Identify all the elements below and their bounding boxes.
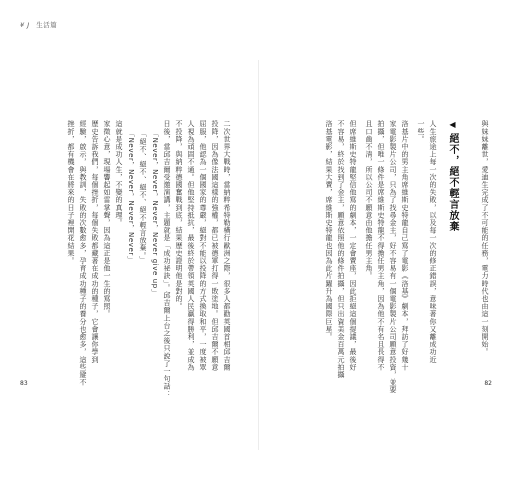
text-column: 歷史告訴我們，每個挫折，每個失敗都藏著在成功的種子，它會讓你學到: [91, 120, 99, 364]
text-column: 「Never，Never，Never，Never」: [127, 130, 135, 264]
text-column: 「絕不、絕不、絕不、絕不輕言放棄。」: [139, 130, 147, 264]
heading-marker-icon: ◀: [448, 120, 457, 130]
text-column: 但席維斯史特龍堅信他寫的劇本，一定會賣座，因此拒絕這個提議，最後好: [349, 120, 357, 371]
text-column: 家電影製片公司，只為了找尋金主，好不容易有一個電影製片公司願意投資，並要: [389, 120, 397, 394]
text-column: 人生旅途上每一次的失敗，以及每一次的修正錯誤，意味著你又離成功近: [429, 120, 437, 364]
text-column: 且口齒不清，所以公司不願意由他擔任男主角。: [365, 120, 373, 280]
text-column: 一些。: [417, 120, 425, 143]
text-column: 屈服，他認為一個國家的尊嚴，絕對不能以投降的方式換取和平，一度被眾: [199, 120, 207, 371]
text-column: 洛基電影，結果大賣，席維斯史特龍也因為此片躍升為國際巨星。: [325, 120, 333, 341]
page-number: 83: [20, 380, 28, 387]
text-column: 家徵心意，現場響起如雷掌聲，因為這正是他一生的寫照。: [103, 120, 111, 318]
text-column: 日後，當邱吉爾受邀演講，主題就是「成功祕訣」。邱吉爾上台之後只說了一句話：: [163, 120, 171, 398]
header-mark: ¥ J: [20, 21, 30, 29]
section-heading: [445, 120, 460, 232]
header-title: 生活篇: [36, 21, 58, 29]
text-column: 經驗，啟示，與教訓，失敗的次數愈多，孕育成功種子的養分也愈多，這些避不: [79, 120, 87, 386]
text-column: 與妹妹離世，愛迪生完成了不可能的任務，電力時代也由這一刻開始。: [481, 120, 489, 356]
text-column: 投降，因為像法國這樣的強權，都已被德軍打得一敗塗地。但邱吉爾不願意: [211, 120, 219, 371]
text-column: 不容易，終於找到了金主，願意依照他的條件拍攝，但只出資美金百萬元拍攝: [337, 120, 345, 379]
text-column: 挫折，都有機會在將來的日子裡開花結果。: [67, 120, 75, 265]
right-page: [260, 0, 520, 500]
text-column: 這就是成功人生，不變的真理。: [115, 120, 123, 227]
text-column: 不投降，與納粹德國奮戰到底，結果歷史證明他是對的。: [175, 120, 183, 310]
gutter-divider: [258, 60, 259, 450]
text-column: 人視為頑固不通。但他堅持抵抗，最後終於帶領英國人民贏得勝利，並成為: [187, 120, 195, 371]
page-number: 82: [484, 380, 492, 387]
text-column: 洛基片中的男主角席維斯史特龍自己寫了電影《洛基》劇本，拜訪了好幾十: [401, 120, 409, 371]
text-column: 拍攝，但唯一條件是席維斯史特龍不得擔任男主角，因為他不有名且長得不: [377, 120, 385, 371]
running-header: [20, 20, 57, 29]
heading-text: 絕不，絕不輕言放棄: [447, 133, 458, 232]
text-column: 二次世界大戰時，當納粹希特勒橫行歐洲之際，很多人都勸英國首相邱吉爾: [223, 120, 231, 371]
text-column: 「Never，Never，Never，Never give up」: [151, 130, 159, 297]
